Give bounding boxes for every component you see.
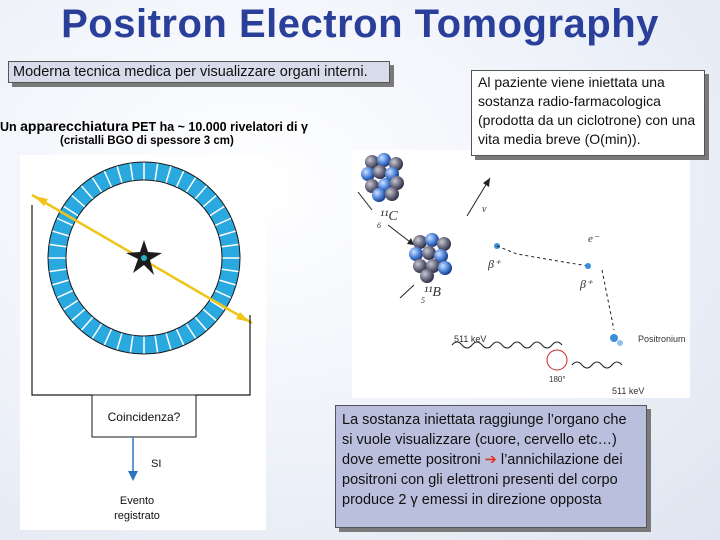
subtitle-box (8, 61, 390, 83)
yes-label: SI (151, 458, 162, 470)
to-positronium-track (602, 270, 614, 330)
organ-text-1: La sostanza iniettata raggiunge l’organo che si vuole visualizzare (cuore, cervello etc…) dove emette positroni (342, 412, 627, 468)
decay-svg (352, 150, 690, 398)
annihilation-point (141, 255, 147, 261)
kev-left-label: 511 keV (454, 334, 487, 344)
b11-label: ¹¹B (424, 285, 441, 300)
arrow-right-icon: ➔ (484, 452, 497, 468)
c11-arrowhead (407, 238, 414, 245)
organ-text-2: l’annichilazione dei positroni con gli elettroni presenti del corpo produce 2 γ emessi in direzione opposta (342, 452, 623, 508)
coincidence-label: Coincidenza? (107, 410, 181, 424)
event-label-line2: registrato (114, 510, 160, 522)
gamma-wave-right (572, 362, 622, 368)
c11-arrow-up (358, 192, 372, 210)
decay-diagram (352, 150, 690, 398)
detector-svg (20, 155, 266, 530)
neutrino-arrowhead (483, 178, 490, 187)
positronium-partner (617, 340, 623, 346)
kev-right-label: 511 keV (612, 386, 645, 396)
detector-diagram (20, 155, 266, 530)
b11-nucleus-icon (409, 233, 452, 283)
positronium-particle (610, 334, 618, 342)
nu-label: ν (482, 204, 487, 215)
organ-box (335, 405, 647, 528)
b11-arrow (400, 285, 414, 298)
positronium-label: Positronium (638, 334, 686, 344)
event-label-line1: Evento (119, 495, 155, 507)
angle-label: 180° (549, 375, 566, 384)
c11-nucleus-icon (361, 153, 404, 202)
pet-rest: PET ha ~ 10.000 rivelatori di γ (128, 120, 308, 134)
beta-label-2: β⁺ (580, 277, 593, 291)
yes-arrowhead (128, 471, 138, 481)
injection-box (471, 70, 705, 156)
beta-particle-2 (585, 263, 591, 269)
pet-description (0, 118, 308, 134)
beta-track (497, 246, 588, 266)
beta-label-1: β⁺ (488, 257, 501, 271)
e-minus-label: e⁻ (588, 233, 599, 245)
c11-label: ¹¹C (380, 209, 398, 224)
subtitle-text: Moderna tecnica medica per visualizzare organi interni. (13, 64, 368, 80)
pet-crystals: (cristalli BGO di spessore 3 cm) (60, 135, 234, 147)
injection-text: Al paziente viene iniettata una sostanza radio-farmacologica (prodotta da un ciclotrone) con una vita media breve (O(min)). (478, 74, 696, 147)
c11-sub: 6 (377, 221, 381, 230)
pet-prefix: Un (0, 120, 21, 134)
b11-sub: 5 (421, 296, 425, 305)
pet-word: apparecchiatura (20, 118, 129, 134)
slide-title: Positron Electron Tomography (61, 2, 659, 46)
annihilation-circle (547, 350, 567, 370)
